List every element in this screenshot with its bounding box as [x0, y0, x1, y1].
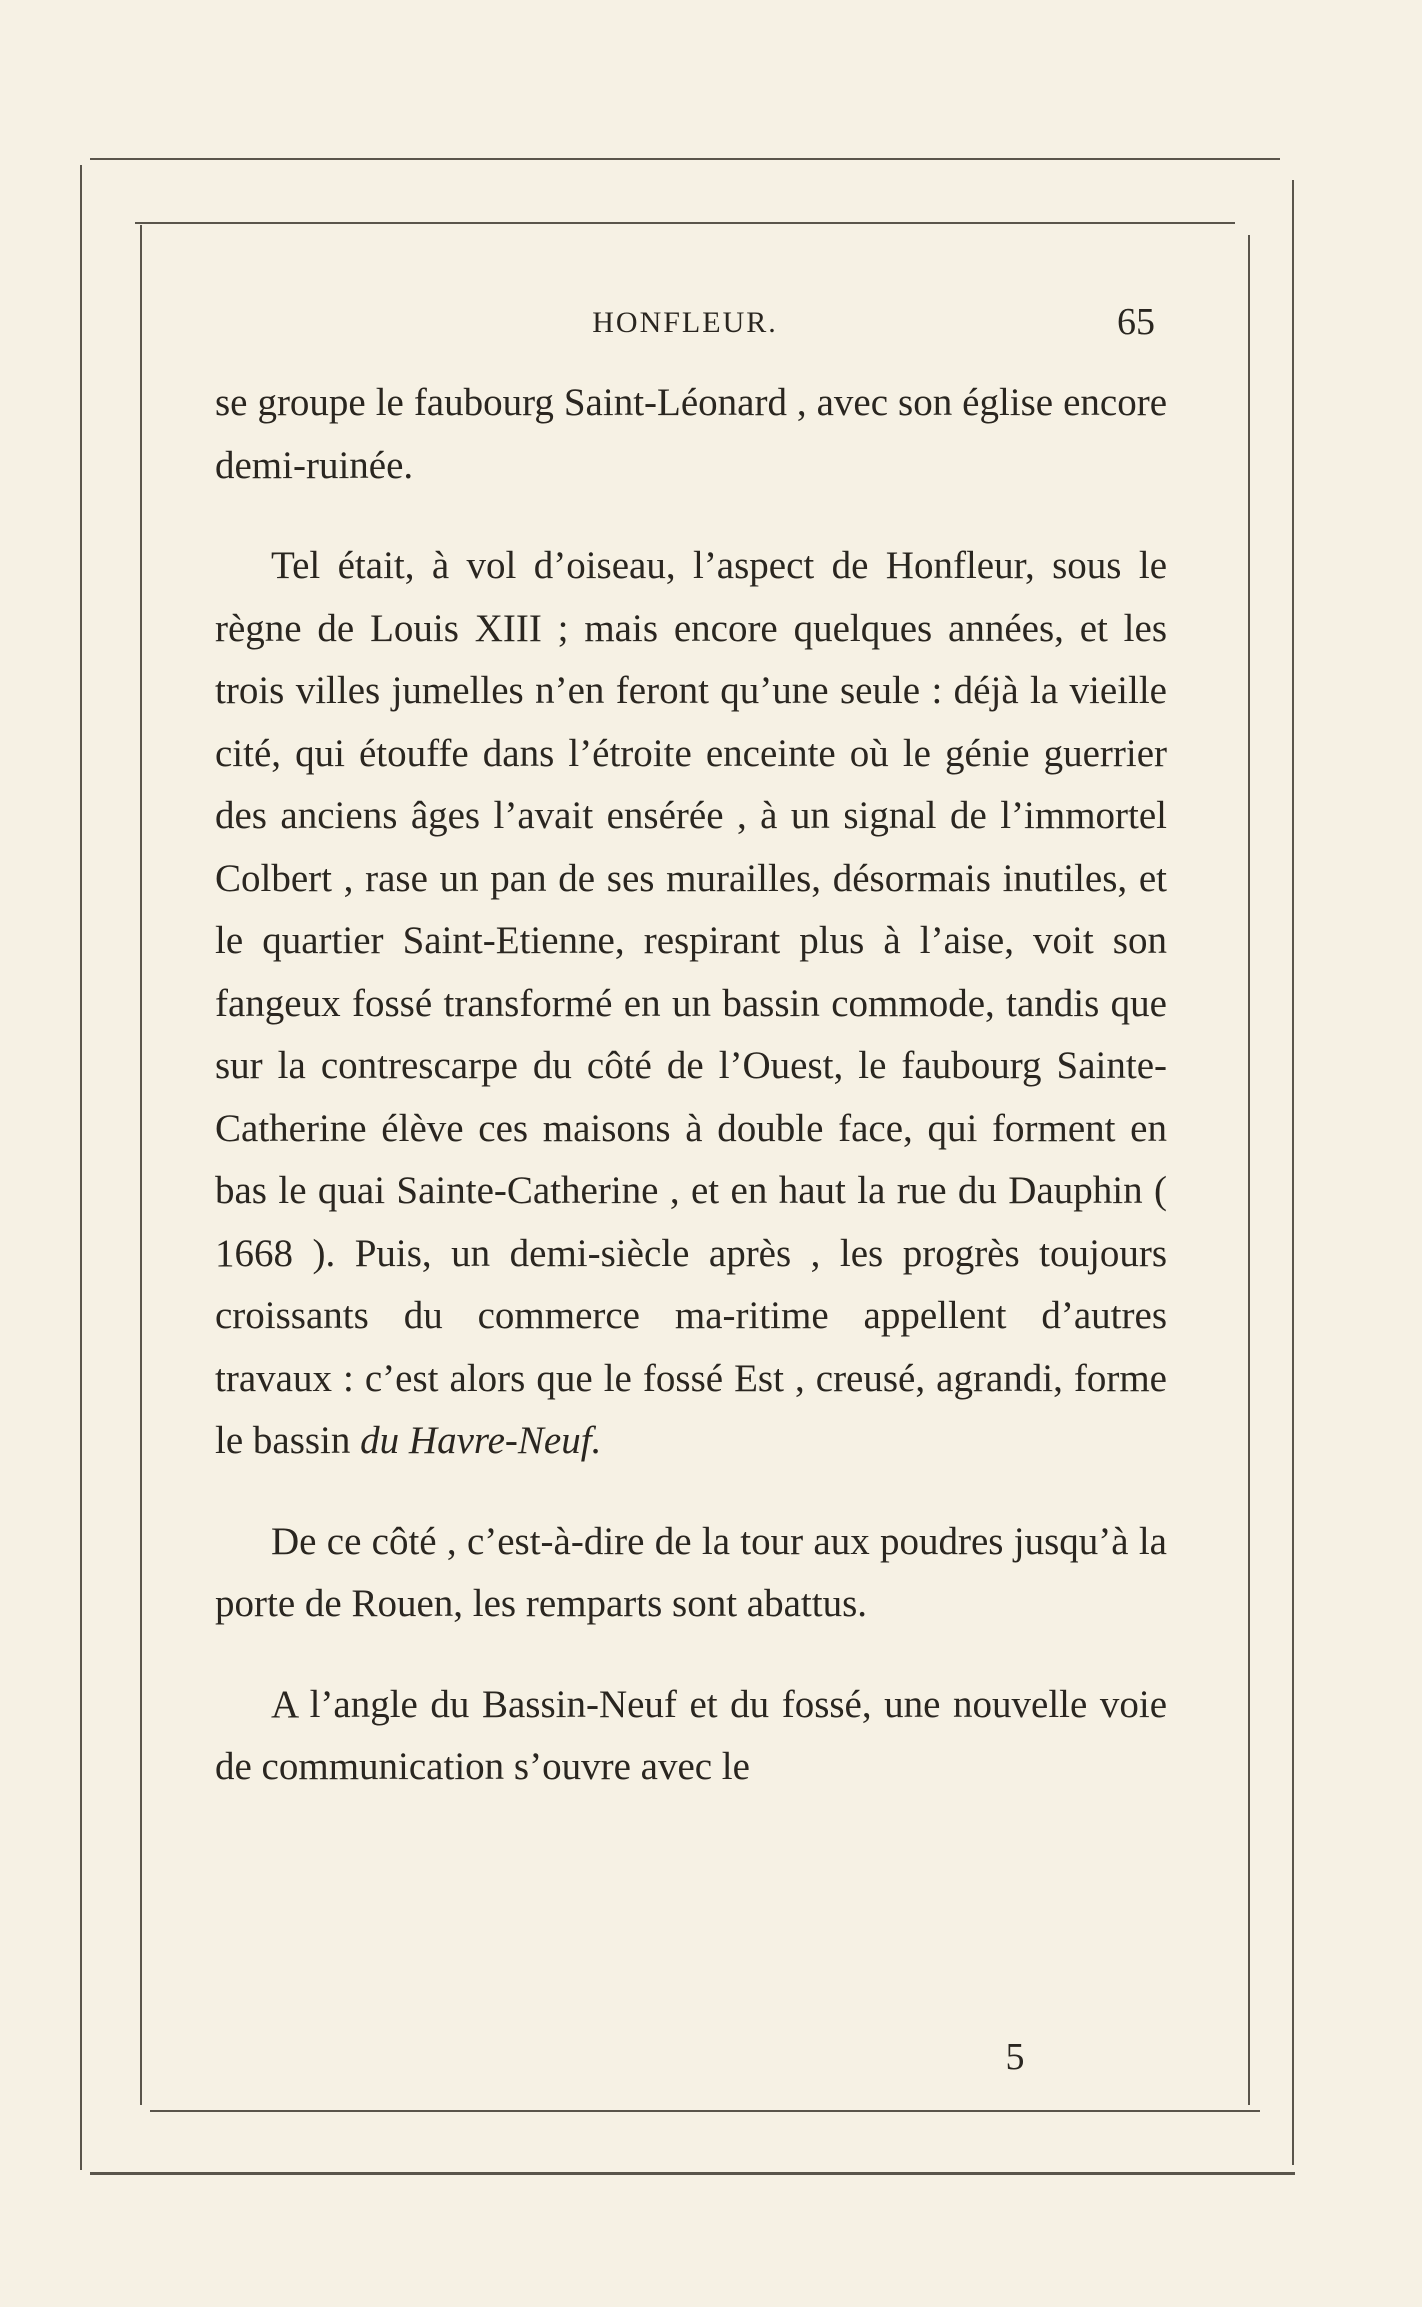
paragraph-1-text: se groupe le faubourg Saint-Léonard , avec son église encore demi-ruinée.: [215, 381, 1167, 487]
paragraph-2-italic: du Havre-Neuf.: [360, 1419, 602, 1462]
page-number: 65: [1117, 301, 1155, 343]
rule-right-outer: [1292, 180, 1294, 2165]
rule-bottom-outer: [90, 2172, 1295, 2175]
rule-left-inner: [140, 225, 142, 2105]
paragraph-2-text: Tel était, à vol d’oiseau, l’aspect de Honfleur, sous le règne de Louis XIII ; mais encore quelques années, et les trois villes jumelles n’en feront qu’une seule : déjà la vieille cité, qui étouffe dans l’étroite enceinte où le génie guerrier des anciens âges l’avait ensérée , à un signal de l’immortel Colbert , rase un pan de ses murailles, désormais inutiles, et le quartier Saint-Etienne, respirant plus à l’aise, voit son fangeux fossé transformé en un bassin commode, tandis que sur la contrescarpe du côté de l’Ouest, le faubourg Sainte-Catherine élève ces maisons à double face, qui forment en bas le quai Sainte-Catherine , et en haut la rue du Dauphin ( 1668 ). Puis, un demi-siècle après , les progrès toujours croissants du commerce ma-ritime appellent d’autres travaux : c’est alors que le fossé Est , creusé, agrandi, forme le bassin: [215, 544, 1167, 1462]
paragraph-3-text: De ce côté , c’est-à-dire de la tour aux poudres jusqu’à la porte de Rouen, les remparts sont abattus.: [215, 1519, 1167, 1625]
rule-bottom-inner: [150, 2110, 1260, 2112]
rule-top-inner: [135, 222, 1235, 224]
rule-left-outer: [80, 165, 82, 2170]
rule-top-outer: [90, 158, 1280, 160]
rule-right-inner: [1248, 235, 1250, 2105]
running-title: HONFLEUR.: [592, 306, 778, 339]
signature-mark: 5: [1005, 2036, 1025, 2078]
paragraph-4: [215, 1674, 1167, 1799]
paragraph-3: [215, 1511, 1167, 1636]
body-text: [215, 372, 1167, 1799]
paragraph-2: [215, 535, 1167, 1473]
paragraph-4-text: A l’angle du Bassin-Neuf et du fossé, une nouvelle voie de communication s’ouvre avec le: [215, 1682, 1167, 1788]
page-header: [215, 300, 1155, 350]
paragraph-1: [215, 372, 1167, 497]
